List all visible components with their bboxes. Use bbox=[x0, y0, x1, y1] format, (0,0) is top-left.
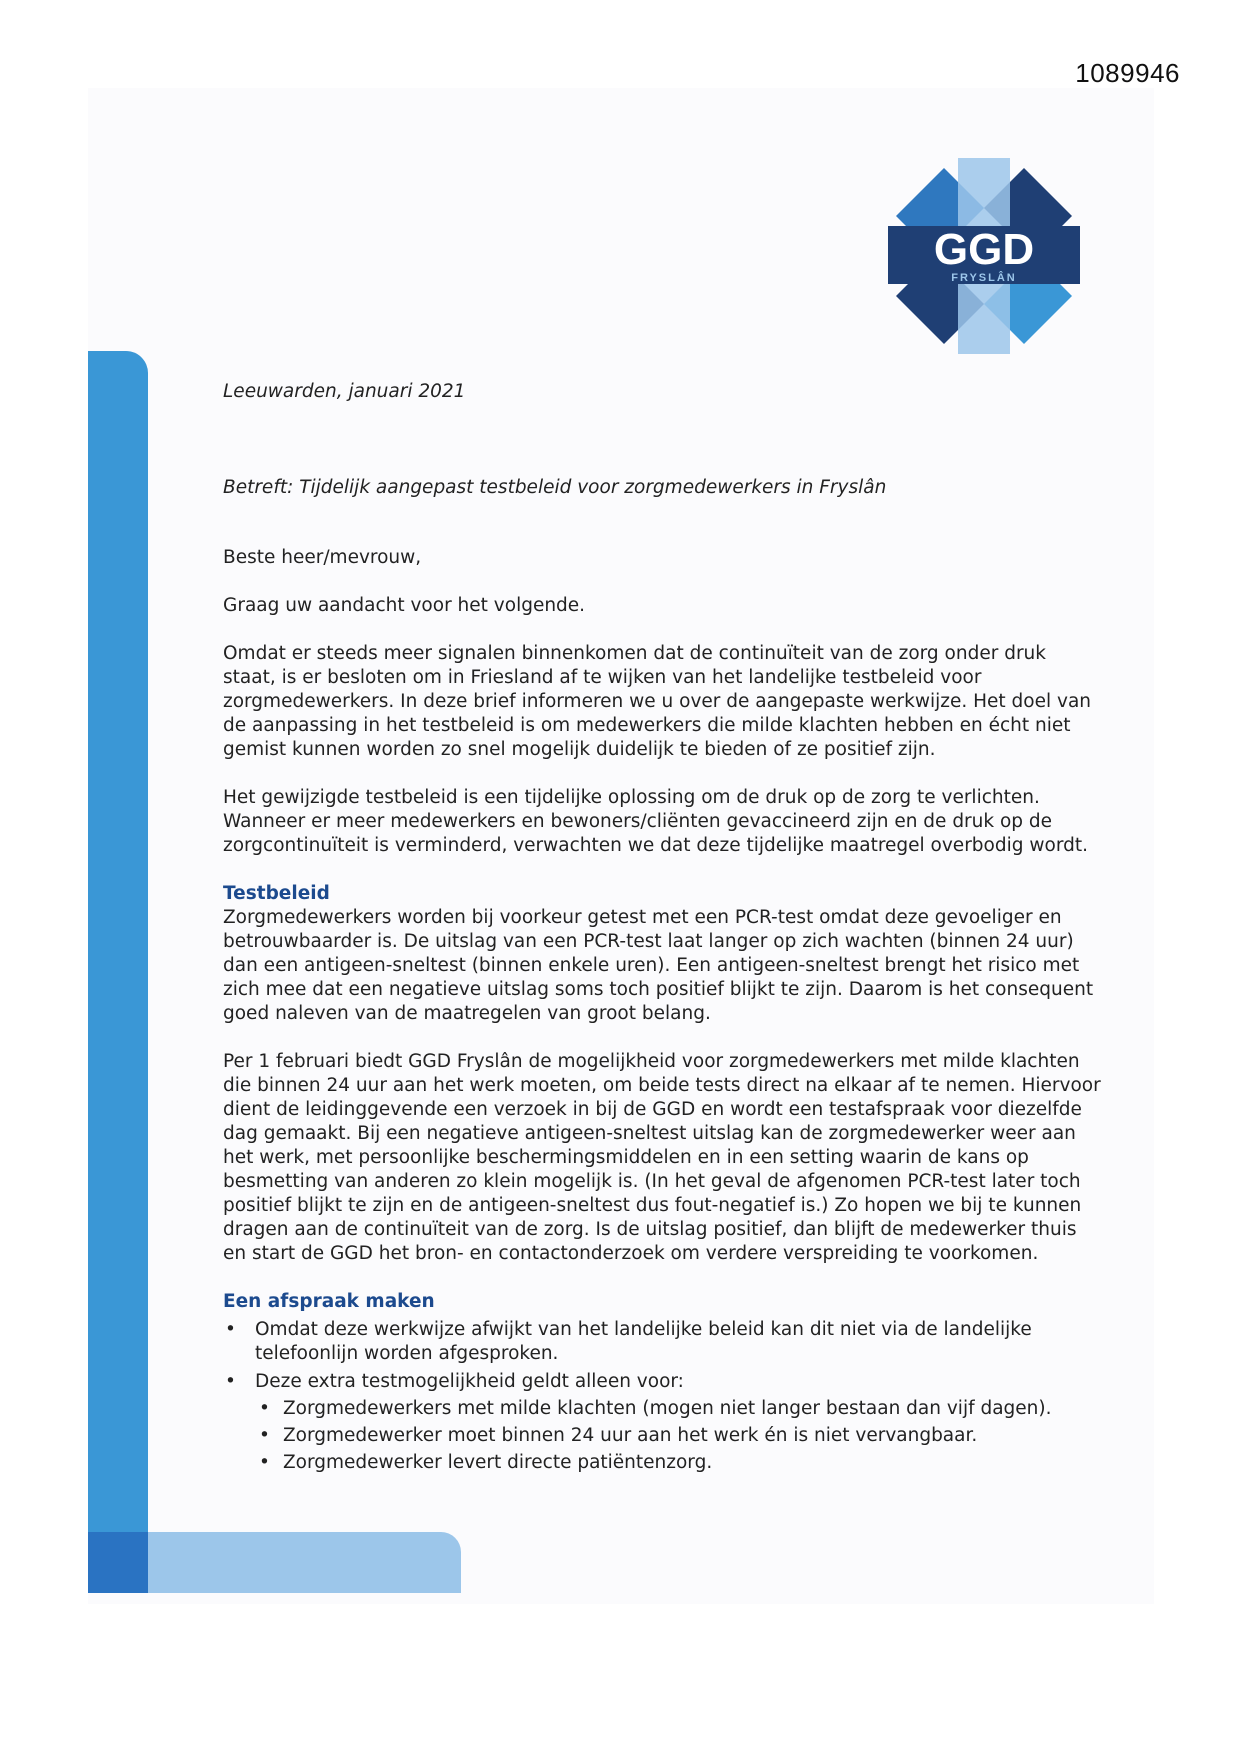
sub-list-item: • Zorgmedewerkers met milde klachten (mogen niet langer bestaan dan vijf dagen). bbox=[283, 1397, 1103, 1421]
logo-title: GGD bbox=[933, 225, 1035, 274]
decorative-left-bar bbox=[88, 351, 148, 1593]
letter-paragraph: Omdat er steeds meer signalen binnenkomen dat de continuïteit van de zorg onder druk staat, is er besloten om in Friesland af te wijken van het landelijke testbeleid voor zorgmedewerkers. In deze brief informeren we u over de aangepaste werkwijze. Het doel van de aanpassing in het testbeleid is om medewerkers die milde klachten hebben en écht niet gemist kunnen worden zo snel mogelijk duidelijk te bieden of ze positief zijn. bbox=[223, 643, 1092, 760]
section-paragraph: Zorgmedewerkers worden bij voorkeur getest met een PCR-test omdat deze gevoeliger en betrouwbaarder is. De uitslag van een PCR-test laat langer op zich wachten (binnen 24 uur) dan een antigeen-sneltest (binnen enkele uren). Een antigeen-sneltest brengt het risico met zich mee dat een negatieve uitslag soms toch positief blijkt te zijn. Daarom is het consequent goed naleven van de maatregelen van groot belang. bbox=[223, 907, 1094, 1024]
decorative-bottom-bar bbox=[148, 1532, 461, 1593]
sub-list-item: • Zorgmedewerker levert directe patiëntenzorg. bbox=[283, 1451, 1103, 1475]
decorative-bottom-corner bbox=[88, 1532, 148, 1593]
letter-subject: Betreft: Tijdelijk aangepast testbeleid voor zorgmedewerkers in Fryslân bbox=[223, 477, 887, 498]
list-item: • Omdat deze werkwijze afwijkt van het landelijke beleid kan dit niet via de landelijke telefoonlijn worden afgesproken. bbox=[255, 1318, 1103, 1366]
section-paragraph: Per 1 februari biedt GGD Fryslân de mogelijkheid voor zorgmedewerkers met milde klachten die binnen 24 uur aan het werk moeten, om beide tests direct na elkaar af te nemen. Hiervoor dient de leidinggevende een verzoek in bij de GGD en wordt een testafspraak voor diezelfde dag gemaakt. Bij een negatieve antigeen-sneltest uitslag kan de zorgmedewerker weer aan het werk, met persoonlijke beschermingsmiddelen en in een setting waarin de kans op besmetting van anderen zo klein mogelijk is. (In het geval de afgenomen PCR-test later toch positief blijkt te zijn en de antigeen-sneltest dus fout-negatief is.) Zo hopen we bij te kunnen dragen aan de continuïteit van de zorg. Is de uitslag positief, dan blijft de medewerker thuis en start de GGD het bron- en contactonderzoek om verdere verspreiding te voorkomen. bbox=[223, 1051, 1101, 1264]
bullet-list bbox=[223, 1318, 1103, 1475]
letter-intro: Graag uw aandacht voor het volgende. bbox=[223, 595, 586, 616]
letter-date: Leeuwarden, januari 2021 bbox=[223, 381, 466, 402]
document-id: 1089946 bbox=[1075, 58, 1180, 88]
letter-paragraph: Het gewijzigde testbeleid is een tijdelijke oplossing om de druk op de zorg te verlichten. Wanneer er meer medewerkers en bewoners/cliënten gevaccineerd zijn en de druk op de zorgcontinuïteit is verminderd, verwachten we dat deze tijdelijke maatregel overbodig wordt. bbox=[223, 787, 1088, 856]
sub-list-item: • Zorgmedewerker moet binnen 24 uur aan het werk én is niet vervangbaar. bbox=[283, 1424, 1103, 1448]
letter-salutation: Beste heer/mevrouw, bbox=[223, 547, 422, 568]
letter-body bbox=[223, 380, 1103, 1475]
list-item bbox=[255, 1370, 1103, 1475]
list-item-text: Deze extra testmogelijkheid geldt alleen voor: bbox=[255, 1371, 684, 1392]
section-heading-afspraak: Een afspraak maken bbox=[223, 1291, 435, 1312]
sub-bullet-list bbox=[255, 1397, 1103, 1475]
ggd-fryslan-logo bbox=[886, 158, 1082, 354]
section-heading-testbeleid: Testbeleid bbox=[223, 883, 330, 904]
logo-subtitle: FRYSLÂN bbox=[951, 272, 1017, 284]
